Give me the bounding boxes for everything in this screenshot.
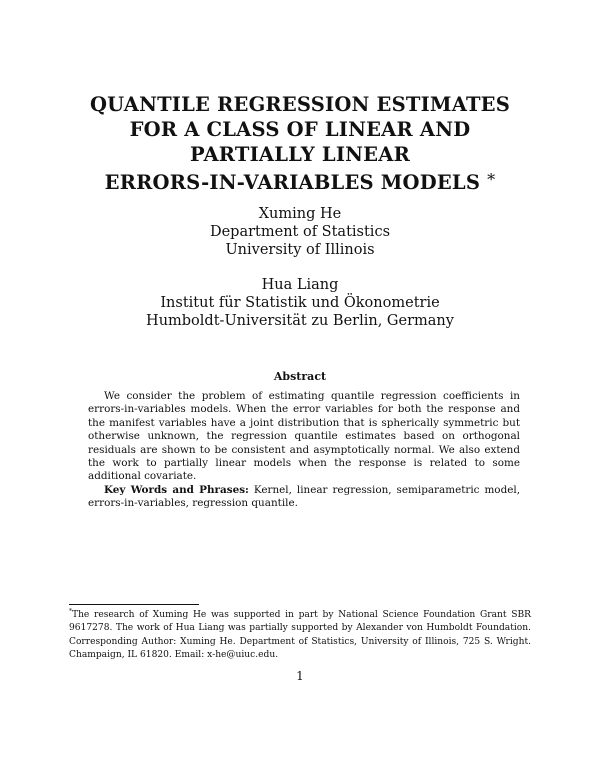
footnote-text: The research of Xuming He was supported in part by National Science Foundation Grant SBR 9617278. The work of Hua Liang was partially supported by Alexander von Humboldt Foundation. Corresponding Author: Xuming He. Department of Statistics, University of Illinois, 725 S. Wright. Champaign, IL 61820. Email: x-he@uiuc.edu. bbox=[69, 610, 531, 661]
author-block-1 bbox=[0, 205, 600, 259]
author-name: Hua Liang bbox=[261, 277, 339, 293]
keywords-text: Kernel, linear regression, semiparametric model, errors-in-variables, regression quantile. bbox=[88, 483, 520, 510]
title-footnote-mark: * bbox=[487, 170, 496, 189]
keywords-paragraph bbox=[88, 484, 520, 511]
author-department: Department of Statistics bbox=[209, 224, 391, 240]
author-institution: University of Illinois bbox=[225, 242, 375, 258]
author-department: Institut für Statistik und Ökonometrie bbox=[160, 295, 440, 311]
title-line-1: QUANTILE REGRESSION ESTIMATES bbox=[89, 93, 511, 116]
author-institution: Humboldt-Universität zu Berlin, Germany bbox=[146, 313, 454, 329]
title-line-4 bbox=[40, 167, 560, 195]
title-line-4-text: ERRORS-IN-VARIABLES MODELS bbox=[104, 171, 481, 194]
author-block-2 bbox=[0, 276, 600, 330]
abstract-body: We consider the problem of estimating quantile regression coefficients in errors-in-variables models. When the error variables for both the response and the manifest variables have a joint distribution that is spherically symmetric but otherwise unknown, the regression quantile estimates based on orthogonal residuals are shown to be consistent and asymptotically normal. We also extend the work to partially linear models when the response is related to some additional covariate. bbox=[88, 390, 520, 483]
author-name: Xuming He bbox=[258, 206, 342, 222]
abstract-heading: Abstract bbox=[273, 370, 327, 383]
paper-title bbox=[40, 92, 560, 195]
title-line-3: PARTIALLY LINEAR bbox=[190, 143, 410, 166]
footnote bbox=[69, 605, 531, 663]
footnote-mark: * bbox=[69, 608, 72, 615]
abstract bbox=[88, 390, 520, 511]
page-number: 1 bbox=[296, 669, 304, 683]
title-line-2: FOR A CLASS OF LINEAR AND bbox=[129, 118, 471, 141]
keywords-label: Key Words and Phrases: bbox=[104, 483, 249, 496]
